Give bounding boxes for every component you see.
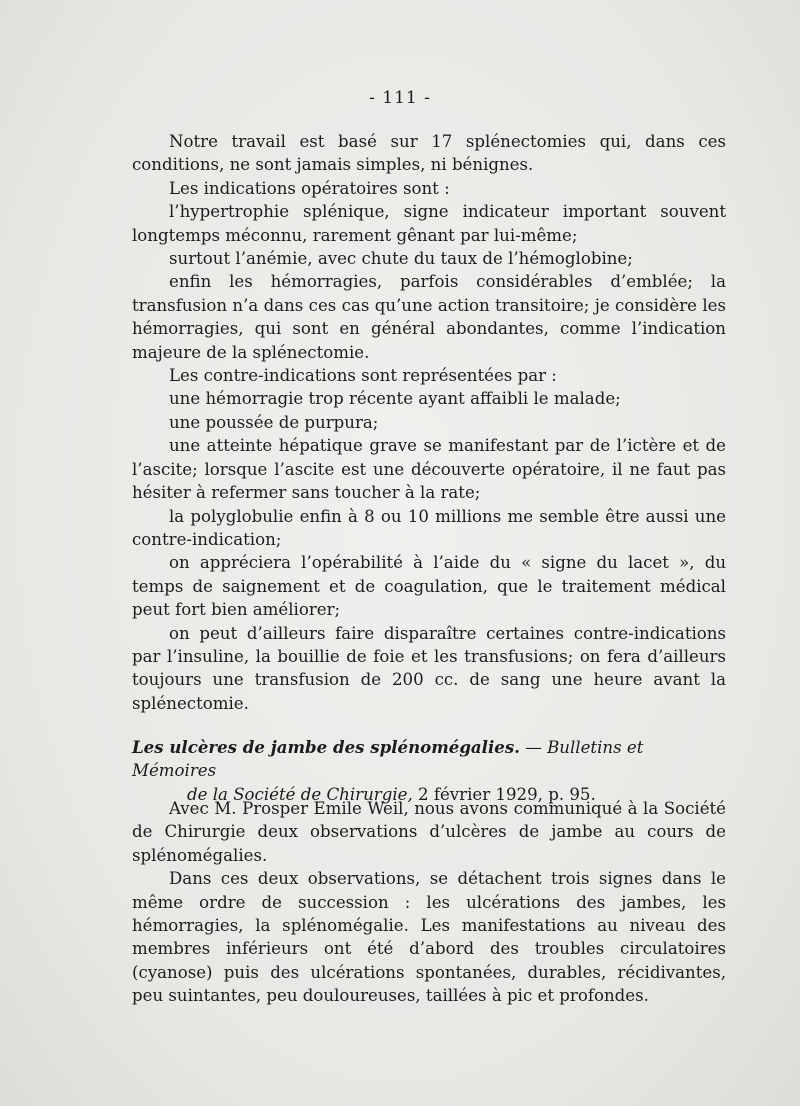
paragraph: l’hypertrophie splénique, signe indicateur important souvent longtemps méconnu, rarement gênant par lui-même; (132, 202, 726, 245)
publication-date: 2 février 1929, p. 95. (412, 784, 596, 804)
paragraph: Dans ces deux observations, se détachent trois signes dans le même ordre de succession : les ulcérations des jambes, les hémorragies, la splénomégalie. Les manifestations au niveau des membres inférieurs ont été d’abord des troubles circulatoires (cyanose) puis des ulcérations spontanées, durables, récidivantes, peu suintantes, peu douloureuses, taillées à pic et profondes. (132, 869, 726, 1006)
paragraph: enfin les hémorragies, parfois considérables d’emblée; la transfusion n’a dans ces cas qu’une action transitoire; je considère les hémorragies, qui sont en général abondantes, comme l’indication majeure de la splénectomie. (132, 272, 726, 362)
paragraph: Avec M. Prosper Emile Weil, nous avons communiqué à la Société de Chirurgie deux observations d’ulcères de jambe au cours de splénomégalies. (132, 799, 726, 865)
paragraph: une hémorragie trop récente ayant affaibli le malade; (169, 389, 621, 409)
paragraph: Les contre-indications sont représentées par : (169, 366, 557, 386)
paragraph: une poussée de purpura; (169, 412, 379, 432)
section-splenectomy-indications (132, 130, 726, 715)
article-title: Les ulcères de jambe des splénomégalies. (132, 737, 520, 757)
paragraph: surtout l’anémie, avec chute du taux de l’hémoglobine; (169, 249, 633, 269)
paragraph: la polyglobulie enfin à 8 ou 10 millions me semble être aussi une contre-indication; (132, 506, 726, 549)
paragraph: une atteinte hépatique grave se manifestant par de l’ictère et de l’ascite; lorsque l’ascite est une découverte opératoire, il ne faut pas hésiter à refermer sans toucher à la rate; (132, 436, 726, 503)
paragraph: on peut d’ailleurs faire disparaître certaines contre-indications par l’insuline, la bouillie de foie et les transfusions; on fera d’ailleurs toujours une transfusion de 200 cc. de sang une heure avant la splénectomie. (132, 623, 726, 713)
paragraph: on appréciera l’opérabilité à l’aide du « signe du lacet », du temps de saignement et de coagulation, que le traitement médical peut fort bien améliorer; (132, 553, 726, 620)
heading-separator: — (519, 738, 548, 757)
page-number: - 111 - (369, 88, 431, 108)
section-leg-ulcers (132, 797, 726, 1008)
paragraph: Les indications opératoires sont : (169, 178, 450, 198)
section-heading (132, 736, 726, 806)
journal-name-part2: de la Société de Chirurgie, (187, 784, 413, 804)
journal-name-part1: Bulletins et Mémoires (132, 738, 644, 781)
paragraph: Notre travail est basé sur 17 splénectomies qui, dans ces conditions, ne sont jamais simples, ni bénignes. (132, 132, 726, 175)
